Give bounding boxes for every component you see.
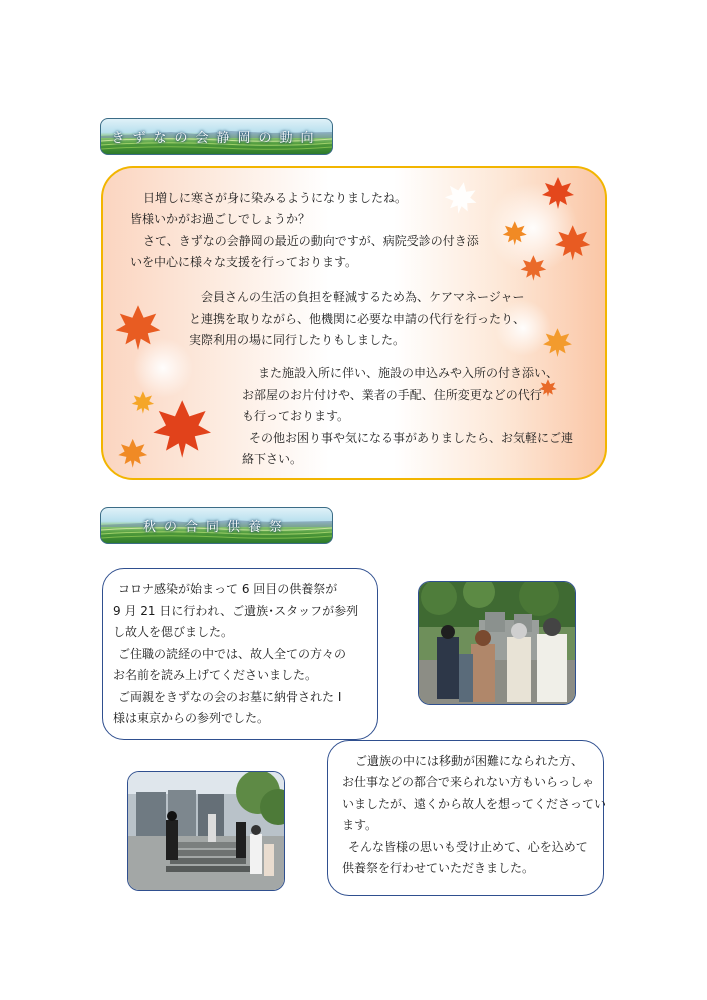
memorial-line: コロナ感染が始まって 6 回目の供養祭が (118, 582, 338, 596)
facility-line: お部屋のお片付けや、業者の手配、住所変更などの代行 (242, 388, 542, 402)
intro-line: 日増しに寒さが身に染みるようになりましたね。 (143, 191, 408, 205)
memorial-line: 9 月 21 日に行われ、ご遺族･スタッフが参列 (113, 604, 359, 618)
intro-line: さて、きずなの会静岡の最近の動向ですが、病院受診の付き添 (143, 234, 479, 248)
support-line: 実際利用の場に同行したりもしました。 (189, 333, 406, 347)
intro-line: いを中心に様々な支援を行っております。 (130, 255, 358, 269)
bereaved-line: いましたが、遠くから故人を想ってくださってい (342, 797, 607, 811)
memorial-service-box (102, 568, 378, 740)
section-heading-banner (100, 118, 333, 155)
bereaved-line: お仕事などの都合で来られない方もいらっしゃ (342, 775, 595, 789)
intro-line: 皆様いかがお過ごしでしょうか？ (130, 212, 311, 226)
section-heading-trends: きずなの会静岡の動向 (111, 131, 322, 146)
bereaved-families-box (327, 740, 607, 896)
memorial-line: し故人を偲びました。 (113, 625, 234, 639)
facility-line: その他お困り事や気になる事がありましたら、お気軽にご連 (249, 431, 574, 445)
bereaved-line: そんな皆様の思いも受け止めて、心を込めて (348, 840, 588, 854)
section-heading-banner (100, 507, 333, 544)
bereaved-line: ます。 (342, 818, 378, 832)
bereaved-line: 供養祭を行わせていただきました。 (342, 861, 535, 875)
memorial-attendees-photo (418, 581, 576, 705)
facility-line: 絡下さい。 (242, 452, 303, 466)
memorial-line: 様は東京からの参列でした。 (113, 711, 270, 725)
facility-line: また施設入所に伴い、施設の申込みや入所の付き添い、 (258, 366, 559, 380)
support-line: 会員さんの生活の負担を軽減するため為、ケアマネージャー (201, 290, 525, 304)
support-line: と連携を取りながら、他機関に必要な申請の代行を行ったり、 (189, 312, 526, 326)
memorial-line: お名前を読み上げてくださいました。 (113, 668, 318, 682)
memorial-line: ご両親をきずなの会のお墓に納骨された I (118, 690, 342, 704)
facility-line: も行っております。 (242, 409, 350, 423)
section-heading-memorial: 秋の合同供養祭 (142, 520, 290, 535)
memorial-site-photo (127, 771, 285, 891)
bereaved-line: ご遺族の中には移動が困難になられた方、 (355, 754, 584, 768)
memorial-line: ご住職の読経の中では、故人全ての方々の (118, 647, 347, 661)
trends-content-frame (101, 166, 607, 480)
